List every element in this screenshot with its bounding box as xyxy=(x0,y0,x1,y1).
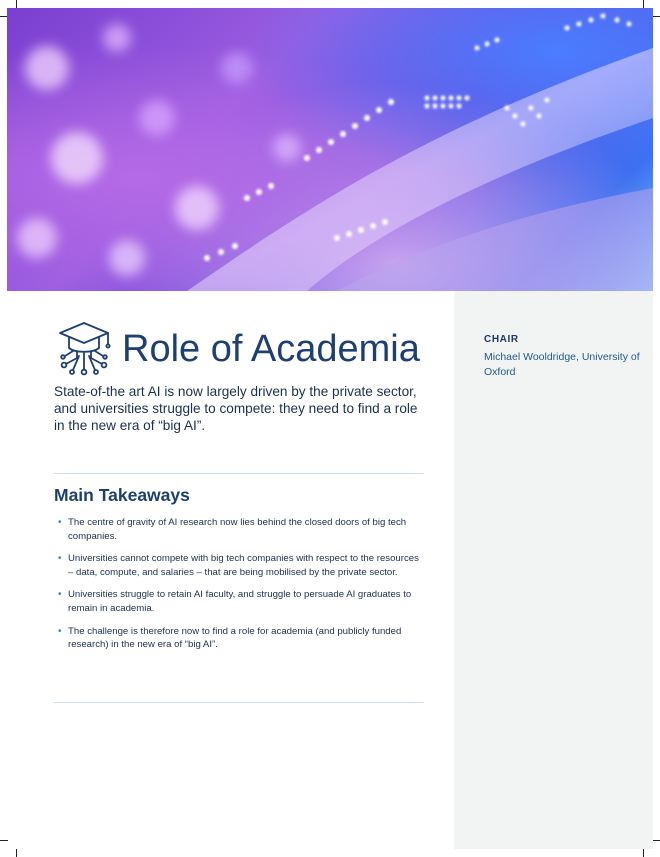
crop-mark xyxy=(643,0,644,8)
list-item xyxy=(54,516,426,543)
crop-mark xyxy=(0,840,8,841)
chair-label: CHAIR xyxy=(484,334,519,345)
crop-mark xyxy=(643,849,644,857)
bullet-icon: • xyxy=(58,589,62,601)
circuit-bokeh-image xyxy=(7,8,653,291)
crop-mark xyxy=(16,849,17,857)
intro-paragraph: State-of-the art AI is now largely driven by the private sector, and universities struggle to compete: they need to find a role in the new era of “big AI”. xyxy=(54,384,418,433)
list-item xyxy=(54,552,426,579)
crop-mark xyxy=(652,16,660,17)
bullet-icon: • xyxy=(58,517,62,528)
page-title: Role of Academia xyxy=(122,328,420,370)
list-item xyxy=(54,588,426,615)
takeaways-list xyxy=(54,516,426,661)
list-item xyxy=(54,625,426,652)
takeaway-text: Universities struggle to retain AI faculty, and struggle to persuade AI graduates to remain in academia. xyxy=(68,589,412,614)
crop-mark xyxy=(652,840,660,841)
takeaway-text: The centre of gravity of AI research now lies behind the closed doors of big tech companies. xyxy=(68,517,407,542)
takeaways-heading: Main Takeaways xyxy=(54,485,190,505)
crop-mark xyxy=(16,0,17,8)
takeaway-text: Universities cannot compete with big tech companies with respect to the resources – data, compute, and salaries – that are being mobilised by the private sector. xyxy=(68,553,419,578)
graduation-cap-circuit-icon xyxy=(57,320,111,376)
divider xyxy=(54,473,424,474)
divider xyxy=(54,702,424,703)
bullet-icon: • xyxy=(58,625,62,637)
takeaway-text: The challenge is therefore now to find a role for academia (and publicly funded research) in the new era of “big AI”. xyxy=(68,625,402,651)
bullet-icon: • xyxy=(58,553,62,565)
chair-name: Michael Wooldridge, University of Oxford xyxy=(484,351,640,378)
